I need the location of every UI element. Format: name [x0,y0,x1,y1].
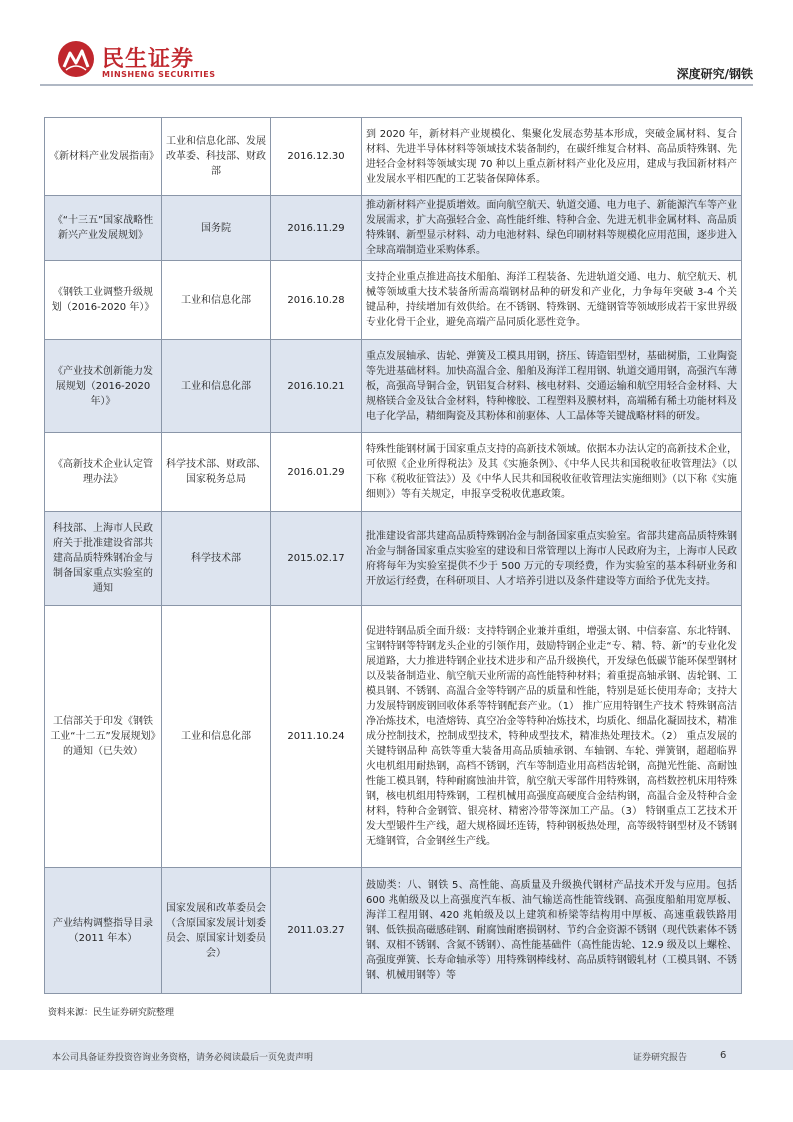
table-row [45,433,742,512]
table-source-note: 资料来源：民生证券研究院整理 [48,1008,175,1018]
header-divider [40,84,753,86]
policy-content: 到 2020 年，新材料产业规模化、集聚化发展态势基本形成，突破金属材料、复合材料、先进半导体材料等领域技术装备制约，在碳纤维复合材料、高品质特殊钢、先进轻合金材料等领域实现 70 种以上重点新材料产业化及应用，建成与我国新材料产业发展水平相匹配的工艺装备保障体系。 [362,118,742,196]
policy-dept: 科学技术部 [162,512,271,606]
policy-name: 《钢铁工业调整升级规划（2016-2020 年）》 [45,261,162,340]
logo-subtext: MINSHENG SECURITIES [102,70,216,79]
page-header [0,0,793,90]
policy-content: 推动新材料产业提质增效。面向航空航天、轨道交通、电力电子、新能源汽车等产业发展需求，扩大高强轻合金、高性能纤维、特种合金、先进无机非金属材料、高品质特殊钢、新型显示材料、动力电池材料、绿色印刷材料等规模化应用范围，逐步进入全球高端制造业采购体系。 [362,196,742,261]
policy-content: 支持企业重点推进高技术船舶、海洋工程装备、先进轨道交通、电力、航空航天、机械等领域重大技术装备所需高端钢材品种的研发和产业化，力争每年突破 3-4 个关键品种，持续增加有效供给。在不锈钢、特殊钢、无缝钢管等领域形成若干家世界级专业化骨干企业，避免高端产品同质化恶性竞争。 [362,261,742,340]
footer-report-type: 证券研究报告 [633,1053,688,1063]
policy-dept: 科学技术部、财政部、国家税务总局 [162,433,271,512]
policy-name: 工信部关于印发《钢铁工业“十二五”发展规划》的通知（已失效） [45,606,162,868]
policy-dept: 工业和信息化部 [162,340,271,433]
policy-name: 《产业技术创新能力发展规划（2016-2020 年）》 [45,340,162,433]
policy-content: 促进特钢品质全面升级：支持特钢企业兼并重组，增强太钢、中信泰富、东北特钢、宝钢特钢等特钢龙头企业的引领作用，鼓励特钢企业走“专、精、特、新”的专业化发展道路，大力推进特钢企业技术进步和产品升级换代，开发绿色低碳节能环保型钢材以及装备制造业、航空航天业所需的高性能特种材料；着重提高轴承钢、齿轮钢、工模具钢、不锈钢、高温合金等特钢产品的质量和性能，特别是延长使用寿命；支持大力发展特钢废钢回收体系等特钢配套产业。（1） 推广应用特钢生产技术 特殊钢高洁净冶炼技术，电渣熔铸、真空冶金等特种冶炼技术，均质化、细晶化凝固技术，精准成分控制技术，控制成型技术，特种成型技术，精准热处理技术。（2） 重点发展的关键特钢品种 高铁等重大装备用高品质轴承钢、车轴钢、车轮、弹簧钢，超超临界火电机组用耐热钢，高档不锈钢，汽车等制造业用高档齿轮钢，高抛光性能、高耐蚀性能工模具钢，特种耐腐蚀油井管，航空航天零部件用特殊钢，高档数控机床用特殊钢，核电机组用特殊钢，工程机械用高强度高硬度合金结构钢，高温合金及特种合金材料，特种合金钢管、银亮材、精密冷带等深加工产品。（3） 特钢重点工艺技术开发大型锻件生产线，超大规格圆坯连铸，特种钢板热处理，高等级特钢型材及不锈钢无缝钢管，合金钢丝生产线。 [362,606,742,868]
policy-dept: 国家发展和改革委员会（含原国家发展计划委员会、原国家计划委员会） [162,868,271,994]
policy-table [44,117,742,994]
policy-name: 《新材料产业发展指南》 [45,118,162,196]
policy-date: 2011.10.24 [271,606,362,868]
table-row [45,261,742,340]
policy-date: 2016.12.30 [271,118,362,196]
section-tag: 深度研究/钢铁 [676,67,753,81]
page-footer [0,1040,793,1070]
footer-disclaimer: 本公司具备证券投资咨询业务资格，请务必阅读最后一页免责声明 [52,1053,314,1063]
page-number: 6 [720,1050,727,1061]
table-row [45,196,742,261]
table-row [45,868,742,994]
table-row [45,512,742,606]
policy-name: 科技部、上海市人民政府关于批准建设省部共建高品质特殊钢冶金与制备国家重点实验室的通知 [45,512,162,606]
policy-date: 2016.10.28 [271,261,362,340]
policy-name: 《高新技术企业认定管理办法》 [45,433,162,512]
policy-content: 批准建设省部共建高品质特殊钢冶金与制备国家重点实验室。省部共建高品质特殊钢冶金与制备国家重点实验室的建设和日常管理以上海市人民政府为主，上海市人民政府将每年为实验室提供不少于 500 万元的专项经费，作为实验室的基本科研业务和开放运行经费，在科研项目、人才培养引进以及条件建设等方面给予优先支持。 [362,512,742,606]
policy-dept: 工业和信息化部 [162,261,271,340]
table-row [45,606,742,868]
table-row [45,118,742,196]
policy-date: 2016.11.29 [271,196,362,261]
policy-date: 2016.10.21 [271,340,362,433]
policy-content: 鼓励类：八、钢铁 5、高性能、高质量及升级换代钢材产品技术开发与应用。包括 600 兆帕级及以上高强度汽车板、油气输送高性能管线钢、高强度船舶用宽厚板、海洋工程用钢、420 兆帕级及以上建筑和桥梁等结构用中厚板、高速重载铁路用钢、低铁损高磁感硅钢、耐腐蚀耐磨损钢材、节约合金资源不锈钢（现代铁素体不锈钢、双相不锈钢、含氮不锈钢）、高性能基础件（高性能齿轮、12.9 级及以上螺栓、高强度弹簧、长寿命轴承等）用特殊钢棒线材、高品质特钢锻轧材（工模具钢、不锈钢、机械用钢等）等 [362,868,742,994]
table-row [45,340,742,433]
policy-name: 产业结构调整指导目录（2011 年本） [45,868,162,994]
policy-content: 重点发展轴承、齿轮、弹簧及工模具用钢，挤压、铸造铝型材，基础树脂，工业陶瓷等先进基础材料。加快高温合金、船舶及海洋工程用钢、轨道交通用钢，高强汽车薄板，高强高导铜合金，钒铝复合材料、核电材料、交通运输和航空用轻合金材料、大规格镁合金及钛合金材料，特种橡胶、工程塑料及膜材料，高端稀有稀土功能材料及电子化学品，精细陶瓷及其粉体和前驱体、人工晶体等关键战略材料的研发。 [362,340,742,433]
policy-date: 2015.02.17 [271,512,362,606]
minsheng-logo-icon [57,40,95,78]
policy-content: 特殊性能钢材属于国家重点支持的高新技术领域。依据本办法认定的高新技术企业，可依照《企业所得税法》及其《实施条例》、《中华人民共和国税收征收管理法》（以下称《税收征管法》）及《中华人民共和国税收征收管理法实施细则》（以下称《实施细则》）等有关规定，申报享受税收优惠政策。 [362,433,742,512]
policy-dept: 工业和信息化部 [162,606,271,868]
policy-date: 2016.01.29 [271,433,362,512]
logo-text: 民生证券 [102,47,195,72]
policy-date: 2011.03.27 [271,868,362,994]
policy-name: 《“十三五”国家战略性新兴产业发展规划》 [45,196,162,261]
policy-dept: 国务院 [162,196,271,261]
policy-dept: 工业和信息化部、发展改革委、科技部、财政部 [162,118,271,196]
